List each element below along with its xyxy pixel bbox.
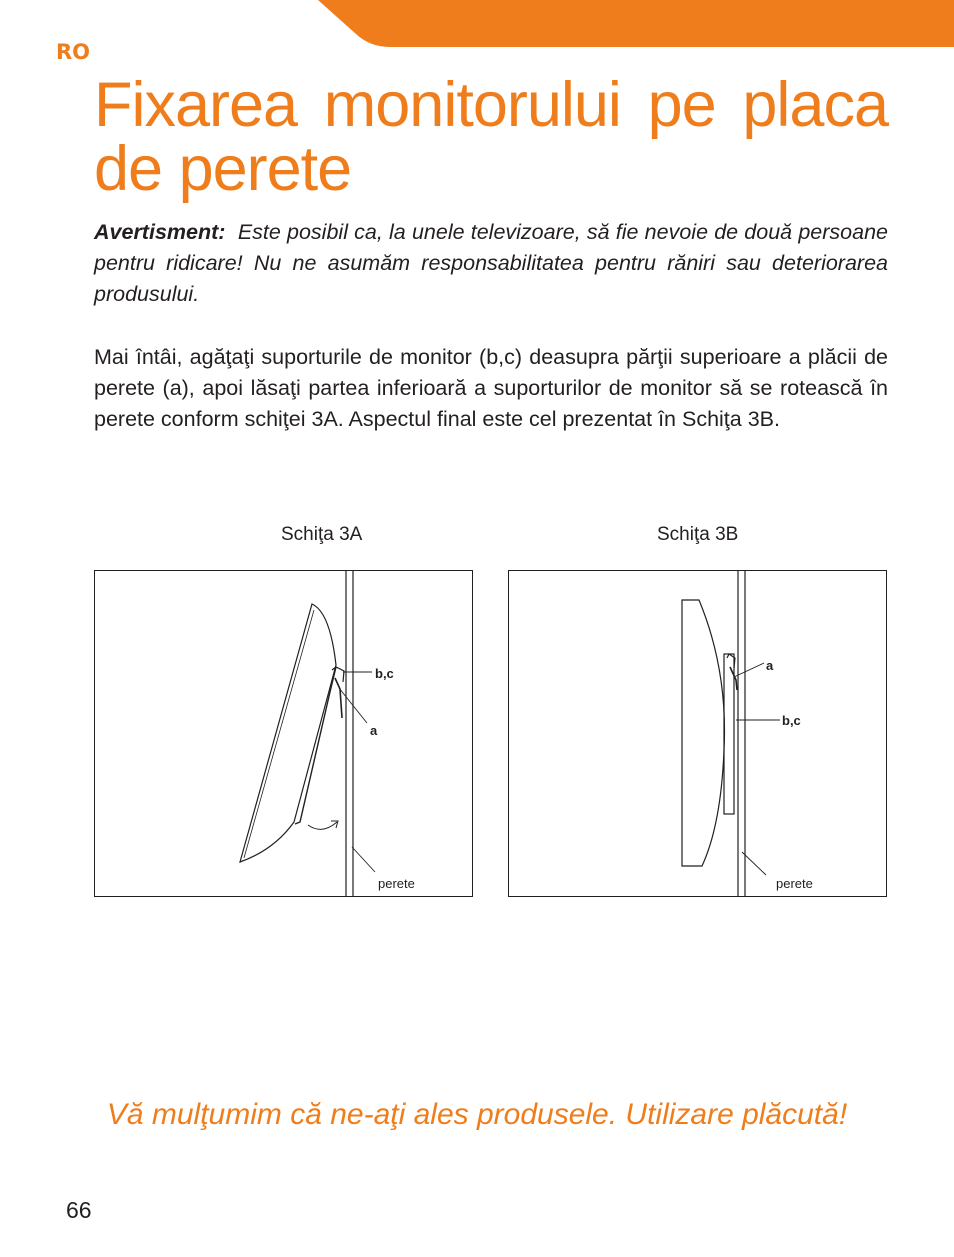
- figure-3b: [508, 570, 887, 897]
- page-number: 66: [66, 1197, 92, 1223]
- figure-3a-label-a: a: [370, 723, 378, 738]
- header-orange-tab: [318, 0, 954, 47]
- figure-3b-label-wall: perete: [776, 876, 813, 891]
- language-code: RO: [56, 40, 91, 64]
- thank-you-message: Vă mulţumim că ne-aţi ales produsele. Utilizare plăcută!: [106, 1098, 848, 1131]
- figure-3a-caption: Schiţa 3A: [281, 524, 363, 545]
- page-title: Fixarea monitorului pe placa de perete: [94, 70, 888, 204]
- figure-3a-label-bc: b,c: [375, 666, 394, 681]
- intro-paragraph: Mai întâi, agăţaţi suporturile de monitor (b,c) deasupra părţii superioare a plăcii de perete (a), apoi lăsaţi partea inferioară a suporturilor de monitor să se rotească în perete conform schiţei 3A. Aspectul final este cel prezentat în Schiţa 3B.: [94, 345, 888, 431]
- figure-3b-label-bc: b,c: [782, 713, 801, 728]
- warning-label: Avertisment:: [94, 220, 226, 244]
- figure-3b-label-a: a: [766, 658, 774, 673]
- figure-3a-drawing: [94, 570, 473, 897]
- figure-3a: [94, 570, 473, 897]
- figure-3a-label-wall: perete: [378, 876, 415, 891]
- figure-3b-caption: Schiţa 3B: [657, 524, 739, 545]
- figure-3b-drawing: [508, 570, 887, 897]
- warning-paragraph: [94, 217, 888, 310]
- warning-text: Este posibil ca, la unele televizoare, să fie nevoie de două persoane pentru ridicare! Nu ne asumăm responsabilitatea pentru răniri sau deteriorarea produsului.: [94, 220, 888, 306]
